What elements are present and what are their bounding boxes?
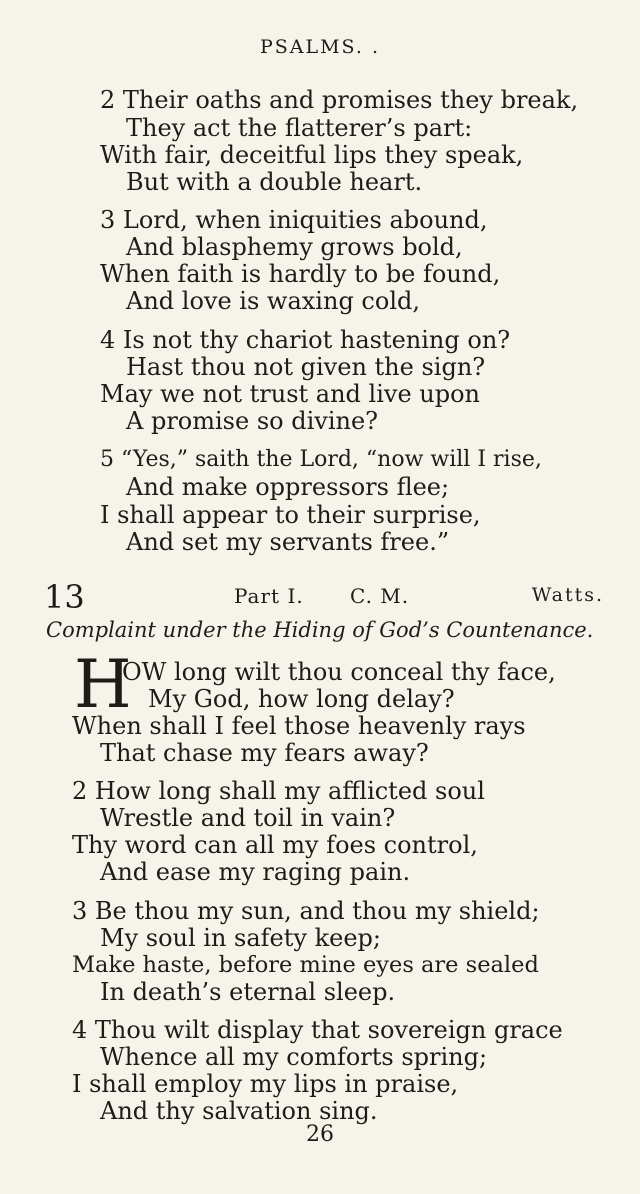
verse-line: 2 Their oaths and promises they break, (100, 86, 579, 114)
verse-line: And set my servants free.” (126, 528, 450, 556)
verse-line: They act the flatterer’s part: (126, 114, 473, 142)
verse-line: And make oppressors flee; (126, 473, 450, 501)
drop-cap: H (74, 646, 132, 723)
verse-line: But with a double heart. (126, 168, 423, 196)
hymn-number: 13 (44, 578, 85, 616)
verse-line: That chase my fears away? (100, 739, 429, 767)
verse-line: And love is waxing cold, (126, 287, 420, 315)
verse-line: I shall employ my lips in praise, (72, 1070, 459, 1098)
verse-line: And blasphemy grows bold, (126, 233, 463, 261)
verse-line: 2 How long shall my afflicted soul (72, 777, 485, 805)
verse-line: My soul in safety keep; (100, 924, 381, 952)
hymn-meter: C. M. (350, 584, 410, 608)
verse-line: Hast thou not given the sign? (126, 353, 486, 381)
verse-line: 4 Thou wilt display that sovereign grace (72, 1016, 563, 1044)
verse-line: When shall I feel those heavenly rays (72, 712, 526, 740)
verse-line: With fair, deceitful lips they speak, (100, 141, 524, 169)
hymn-part: Part I. (234, 584, 304, 608)
verse-line: In death’s eternal sleep. (100, 978, 396, 1006)
verse-line: May we not trust and live upon (100, 380, 481, 408)
verse-line: 3 Be thou my sun, and thou my shield; (72, 897, 540, 925)
hymn-subtitle: Complaint under the Hiding of God’s Countenance. (46, 618, 594, 642)
verse-line: A promise so divine? (126, 407, 379, 435)
verse-line: I shall appear to their surprise, (100, 501, 481, 529)
hymn-author: Watts. (531, 584, 604, 606)
verse-line: And ease my raging pain. (100, 858, 411, 886)
verse-line: 5 “Yes,” saith the Lord, “now will I rise, (100, 447, 542, 472)
verse-line: 3 Lord, when iniquities abound, (100, 206, 488, 234)
verse-line: Thy word can all my foes control, (72, 831, 478, 859)
hymn-title-row (44, 580, 604, 614)
verse-line: Whence all my comforts spring; (100, 1043, 488, 1071)
page-header: PSALMS. . (259, 36, 381, 58)
verse-line: And thy salvation sing. (100, 1097, 378, 1125)
verse-line: 4 Is not thy chariot hastening on? (100, 326, 511, 354)
verse-line: My God, how long delay? (148, 685, 455, 713)
verse-line: Make haste, before mine eyes are sealed (72, 952, 539, 978)
page-number: 26 (306, 1122, 334, 1147)
verse-line: OW long wilt thou conceal thy face, (122, 658, 556, 686)
verse-line: When faith is hardly to be found, (100, 260, 501, 288)
verse-line: Wrestle and toil in vain? (100, 804, 396, 832)
